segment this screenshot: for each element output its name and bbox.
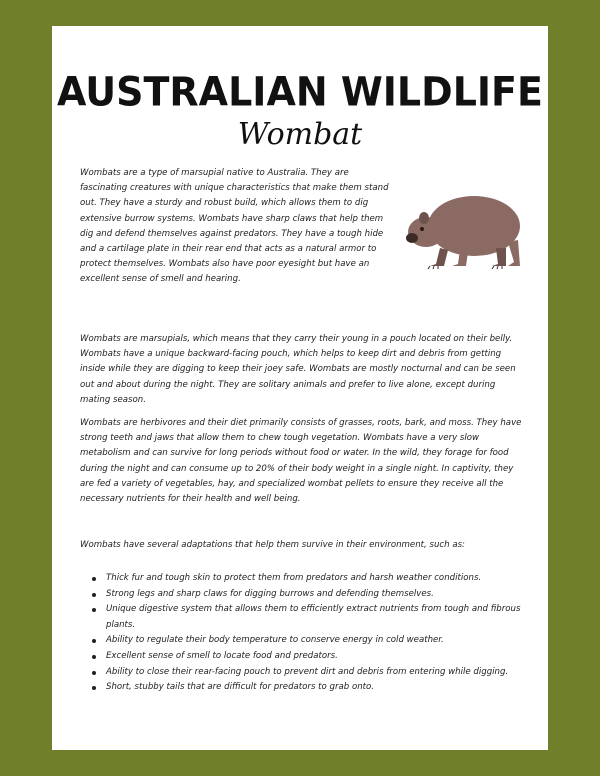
worksheet-page <box>52 26 548 750</box>
list-item: Strong legs and sharp claws for digging burrows and defending themselves. <box>98 587 526 603</box>
page-subtitle: Wombat <box>237 117 363 152</box>
list-item: Excellent sense of smell to locate food and predators. <box>98 649 526 665</box>
list-item: Ability to regulate their body temperature to conserve energy in cold weather. <box>98 633 526 649</box>
list-item: Ability to close their rear-facing pouch to prevent dirt and debris from entering while digging. <box>98 665 526 681</box>
adaptations-list <box>80 571 526 696</box>
page-title: AUSTRALIAN WILDLIFE <box>57 68 543 116</box>
wombat-illustration <box>396 178 526 270</box>
pouch-paragraph: Wombats are marsupials, which means that they carry their young in a pouch located on their belly. Wombats have a unique backward-facing pouch, which helps to keep dirt and debris from getting inside while they are digging to keep their joey safe. Wombats are mostly nocturnal and can be seen out and about during the night. They are solitary animals and prefer to live alone, except during mating season. <box>80 334 516 405</box>
adaptations-intro: Wombats have several adaptations that help them survive in their environment, such as: <box>80 540 465 550</box>
wombat-body <box>406 196 520 269</box>
list-item: Short, stubby tails that are difficult for predators to grab onto. <box>98 680 526 696</box>
diet-paragraph: Wombats are herbivores and their diet primarily consists of grasses, roots, bark, and moss. They have strong teeth and jaws that allow them to chew tough vegetation. Wombats have a very slow metabolism and can survive for long periods without food or water. In the wild, they forage for food during the night and can consume up to 20% of their body weight in a single night. In captivity, they are fed a variety of vegetables, hay, and specialized wombat pellets to ensure they receive all the necessary nutrients for their health and well being. <box>80 418 522 505</box>
list-item: Thick fur and tough skin to protect them from predators and harsh weather conditions. <box>98 571 526 587</box>
intro-paragraph: Wombats are a type of marsupial native to Australia. They are fascinating creatures with unique characteristics that make them stand out. They have a sturdy and robust build, which allows them to dig extensive burrow systems. Wombats have sharp claws that help them dig and defend themselves against predators. They have a tough hide and a cartilage plate in their rear end that acts as a natural armor to protect themselves. Wombats also have poor eyesight but have an excellent sense of smell and hearing. <box>80 168 389 285</box>
list-item: Unique digestive system that allows them to efficiently extract nutrients from tough and fibrous plants. <box>98 602 526 633</box>
